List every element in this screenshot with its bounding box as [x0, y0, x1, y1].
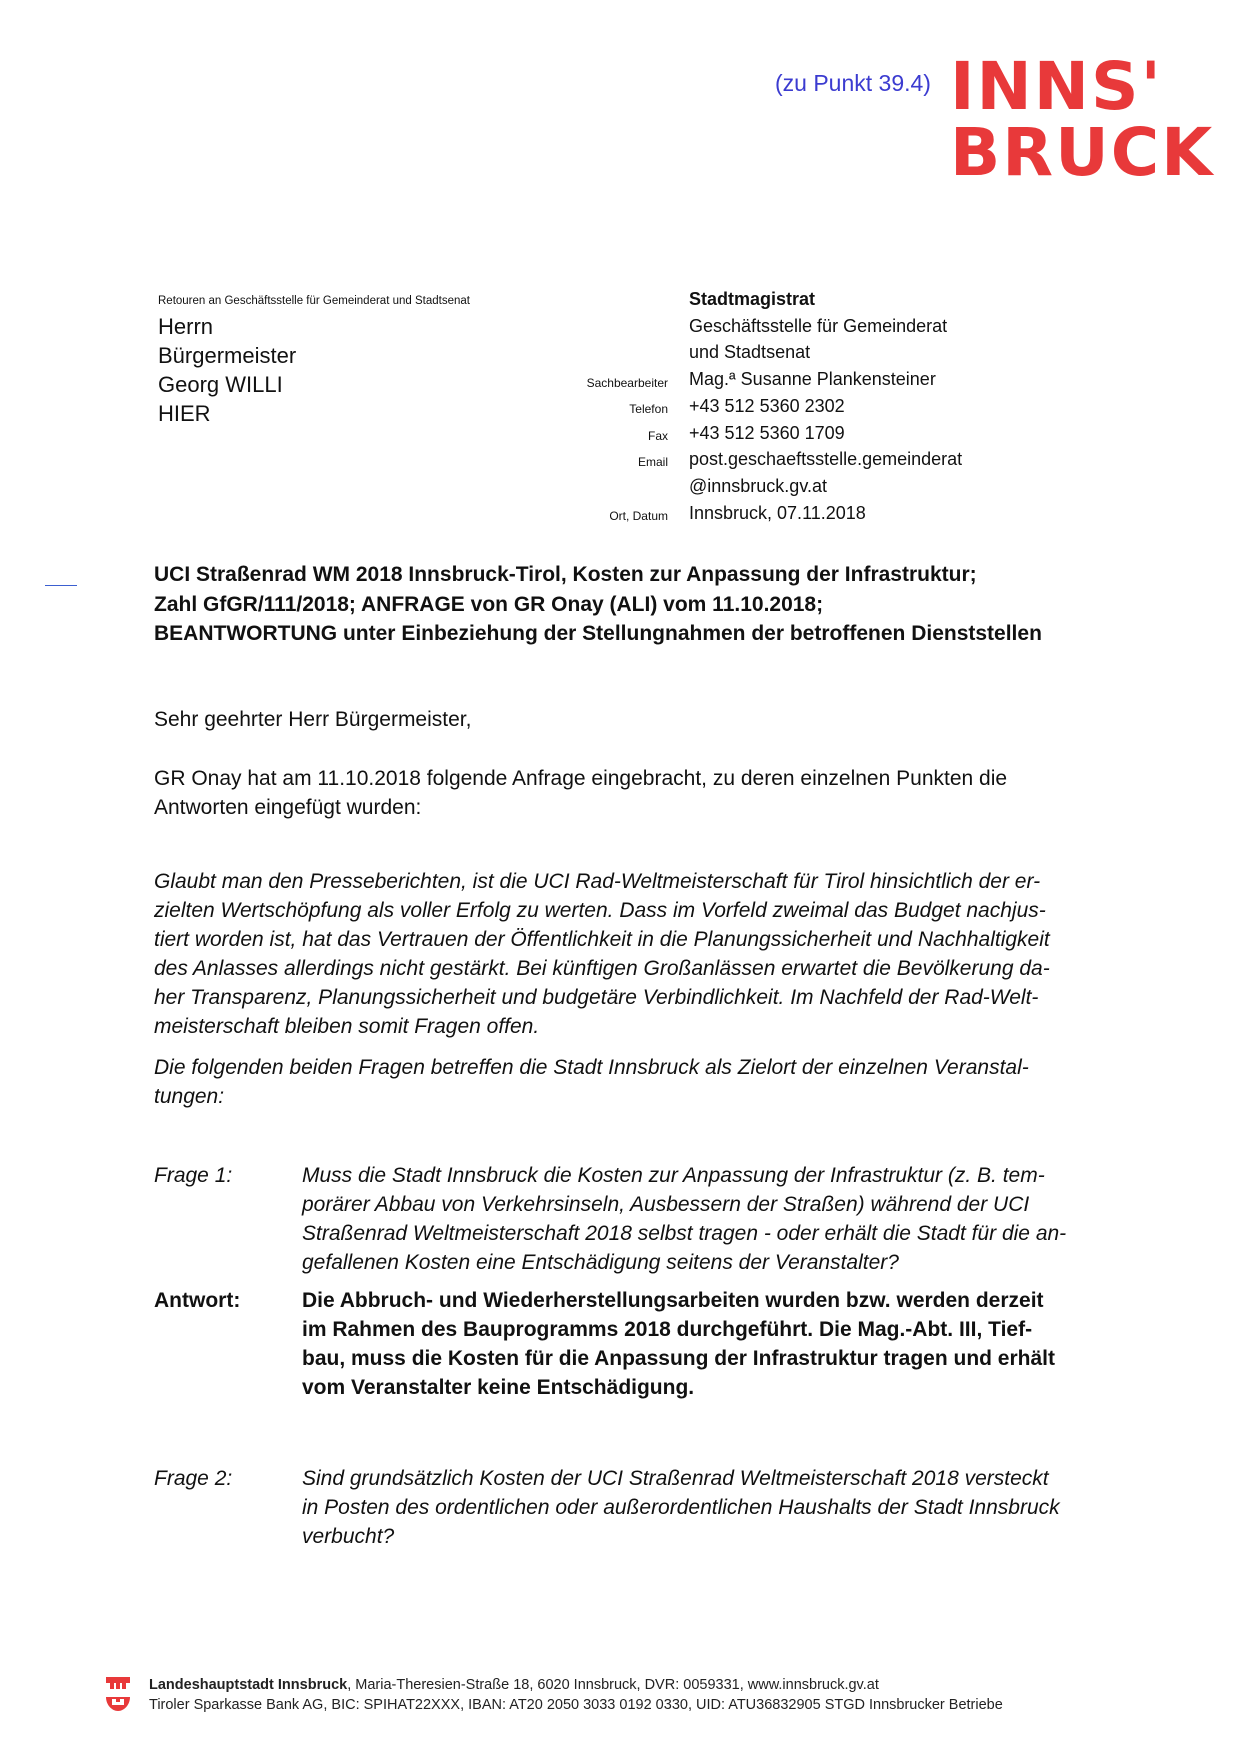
- sender-dept: und Stadtsenat: [689, 342, 811, 363]
- question-line: porärer Abbau von Verkehrsinseln, Ausbessern der Straßen) während der UCI: [302, 1193, 1030, 1216]
- answer-line: bau, muss die Kosten für die Anpassung der Infrastruktur tragen und erhält: [302, 1347, 1055, 1370]
- innsbruck-logo: [950, 48, 1215, 191]
- subject-line: Zahl GfGR/111/2018; ANFRAGE von GR Onay (ALI) vom 11.10.2018;: [154, 592, 824, 616]
- sender-email[interactable]: @innsbruck.gv.at: [689, 475, 827, 496]
- sender-phone: +43 512 5360 2302: [689, 395, 845, 416]
- quote-line: des Anlasses allerdings nicht gestärkt. Bei künftigen Großanlässen erwartet die Bevölkerung da-: [154, 957, 1050, 980]
- question-2-text: [302, 1464, 1142, 1551]
- label-phone: Telefon: [629, 402, 668, 416]
- question-line: Straßenrad Weltmeisterschaft 2018 selbst tragen - oder erhält die Stadt für die an-: [302, 1222, 1067, 1245]
- sender-email[interactable]: post.geschaeftsstelle.gemeinderat: [689, 449, 963, 470]
- recipient-line: HIER: [158, 401, 211, 426]
- quote-line: her Transparenz, Planungssicherheit und budgetäre Verbindlichkeit. Im Nachfeld der Rad-Welt-: [154, 986, 1039, 1009]
- label-place-date: Ort, Datum: [609, 509, 668, 523]
- footer-address: , Maria-Theresien-Straße 18, 6020 Innsbruck, DVR: 0059331, www.innsbruck.gv.at: [347, 1677, 879, 1693]
- answer-line: im Rahmen des Bauprogramms 2018 durchgeführt. Die Mag.-Abt. III, Tief-: [302, 1318, 1033, 1341]
- quote-line: tungen:: [154, 1085, 225, 1108]
- question-1-text: [302, 1161, 1142, 1277]
- subject-line: UCI Straßenrad WM 2018 Innsbruck-Tirol, Kosten zur Anpassung der Infrastruktur;: [154, 563, 977, 586]
- label-email: Email: [637, 455, 668, 469]
- subject: [154, 560, 1134, 649]
- answer-1-text: [302, 1286, 1142, 1402]
- quote-line: Glaubt man den Presseberichten, ist die UCI Rad-Weltmeisterschaft für Tirol hinsichtlich der er-: [154, 870, 1041, 893]
- quote-line: Die folgenden beiden Fragen betreffen die Stadt Innsbruck als Zielort der einzelnen Veranstal-: [154, 1056, 1029, 1079]
- margin-marker: [45, 585, 77, 586]
- sender-clerk: Mag.ª Susanne Plankensteiner: [689, 369, 936, 390]
- intro-line: Antworten eingefügt wurden:: [154, 796, 422, 819]
- agenda-point-note: (zu Punkt 39.4): [775, 70, 931, 96]
- label-fax: Fax: [647, 429, 668, 443]
- question-line: Sind grundsätzlich Kosten der UCI Straßenrad Weltmeisterschaft 2018 versteckt: [302, 1467, 1049, 1490]
- question-line: gefallenen Kosten eine Entschädigung seitens der Veranstalter?: [302, 1251, 899, 1274]
- quote-line: meisterschaft bleiben somit Fragen offen.: [154, 1015, 540, 1038]
- question-line: verbucht?: [302, 1525, 395, 1548]
- recipient-line: Herrn: [158, 314, 214, 339]
- quote-paragraph: [154, 867, 1134, 1041]
- label-clerk: Sachbearbeiter: [586, 376, 668, 390]
- sender-org: Stadtmagistrat: [689, 289, 816, 309]
- answer-line: vom Veranstalter keine Entschädigung.: [302, 1376, 695, 1399]
- footer-org-name: Landeshauptstadt Innsbruck: [149, 1677, 348, 1693]
- footer: [105, 1675, 1003, 1715]
- question-line: Muss die Stadt Innsbruck die Kosten zur Anpassung der Infrastruktur (z. B. tem-: [302, 1164, 1045, 1187]
- sender-block: [689, 286, 962, 526]
- recipient-line: Bürgermeister: [158, 343, 297, 368]
- footer-line-1: [105, 1675, 1003, 1695]
- footer-bank-line: Tiroler Sparkasse Bank AG, BIC: SPIHAT22XXX, IBAN: AT20 2050 3033 0192 0330, UID: ATU36832905 STGD Innsbrucker Betriebe: [149, 1697, 1003, 1713]
- quote-line: tiert worden ist, hat das Vertrauen der Öffentlichkeit in die Planungssicherheit und Nachhaltigkeit: [154, 928, 1050, 951]
- quote-followup: [154, 1053, 1134, 1111]
- intro-paragraph: [154, 764, 1134, 822]
- sender-fax: +43 512 5360 1709: [689, 422, 845, 443]
- intro-line: GR Onay hat am 11.10.2018 folgende Anfrage eingebracht, zu deren einzelnen Punkten die: [154, 767, 1008, 790]
- question-2-label: Frage 2:: [154, 1467, 233, 1490]
- recipient-address: [158, 312, 296, 428]
- salutation: Sehr geehrter Herr Bürgermeister,: [154, 708, 472, 731]
- answer-line: Die Abbruch- und Wiederherstellungsarbeiten wurden bzw. werden derzeit: [302, 1289, 1044, 1312]
- return-address-line: Retouren an Geschäftsstelle für Gemeinderat und Stadtsenat: [158, 295, 470, 307]
- recipient-line: Georg WILLI: [158, 372, 283, 397]
- answer-1-label: Antwort:: [154, 1289, 241, 1312]
- logo-line-2: BRUCK: [950, 114, 1215, 191]
- subject-line: BEANTWORTUNG unter Einbeziehung der Stellungnahmen der betroffenen Dienststellen: [154, 622, 1042, 645]
- question-1-label: Frage 1:: [154, 1164, 233, 1187]
- sender-place-date: Innsbruck, 07.11.2018: [689, 502, 866, 523]
- logo-line-1: INNS': [950, 48, 1163, 125]
- quote-line: zielten Wertschöpfung als voller Erfolg zu werten. Dass im Vorfeld zweimal das Budget nachjus-: [154, 899, 1046, 922]
- question-line: in Posten des ordentlichen oder außerordentlichen Haushalts der Stadt Innsbruck: [302, 1496, 1060, 1519]
- sender-dept: Geschäftsstelle für Gemeinderat: [689, 315, 948, 336]
